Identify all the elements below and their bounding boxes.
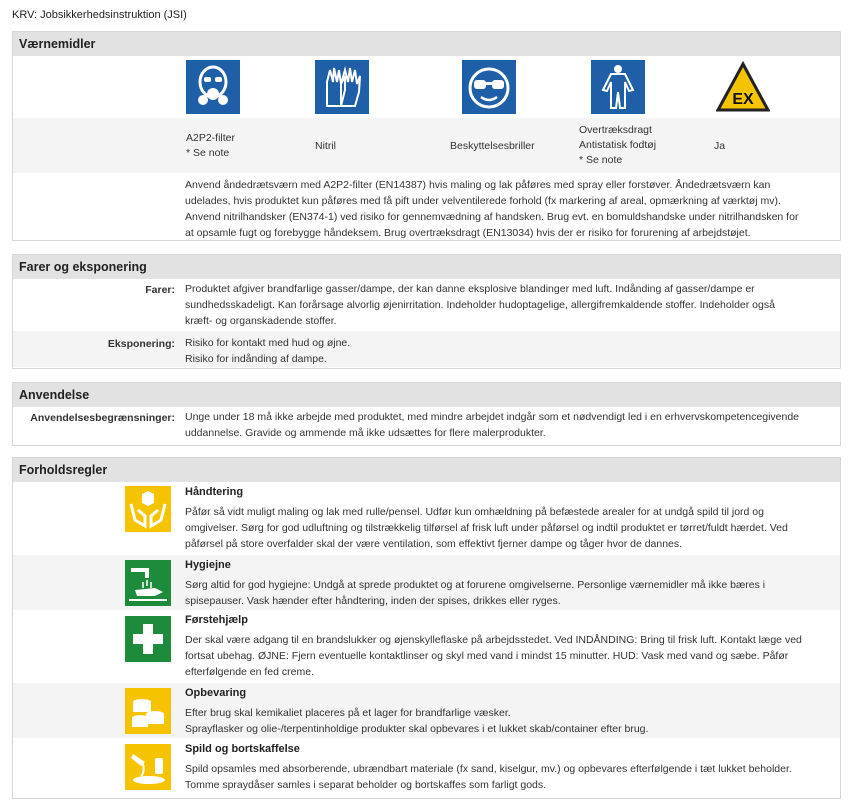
ppe-label-ex: Ja	[714, 140, 726, 152]
exposure-label: Eksponering:	[107, 338, 175, 350]
ppe-label-coverall: Overtræksdragt Antistatisk fodtøj * Se note	[579, 124, 657, 166]
hygiene-title: Hygiejne	[185, 559, 231, 571]
gloves-icon	[315, 60, 369, 114]
safety-glasses-icon	[462, 60, 516, 114]
ex-warning-icon	[716, 60, 770, 114]
usage-text: Unge under 18 må ikke arbejde med produktet, med mindre arbejdet indgår som et nødvendigt led i en erhvervskompetencegivende uddannelse. Gravide og ammende må ikke udsættes for flere malerprodukter.	[185, 411, 800, 439]
coverall-icon	[591, 60, 645, 114]
handling-title: Håndtering	[185, 486, 244, 498]
storage-text: Efter brug skal kemikaliet placeres på et lager for brandfarlige væsker. Sprayflasker og olie-/terpentinholdige produkter skal opbevares i et lukket skab/container efter brug.	[185, 707, 649, 735]
svg-text:EX: EX	[732, 91, 754, 108]
hygiene-icon	[125, 560, 171, 606]
handling-text: Påfør så vidt muligt maling og lak med rulle/pensel. Udfør kun omhældning på befæstede arealer for at undgå spild til jord og omgivelser. Sørg for god udluftning og tilstrækkelig tilførsel af frisk luft under påførsel og indtil produktet er tørret/fuldt hærdet. Ved påførsel på store overfalder skal der være ventilation, som effektivt fjerner dampe og tåger hvor de dannes.	[185, 506, 788, 550]
spill-icon	[125, 744, 171, 790]
hygiene-text: Sørg altid for god hygiejne: Undgå at sprede produktet og at forurene omgivelserne. Personlige værnemidler må ikke bæres i spisepauser. Vask hænder efter håndtering, inden der spises, drikkes eller ryges.	[185, 579, 766, 607]
first-aid-title: Førstehjælp	[185, 614, 248, 626]
hazards-section	[12, 254, 841, 369]
usage-section	[12, 382, 841, 446]
spill-title: Spild og bortskaffelse	[185, 743, 300, 755]
first-aid-text: Der skal være adgang til en brandslukker og øjenskylleflaske på arbejdsstedet. Ved INDÅNDING: Bring til frisk luft. Kontakt læge ved fortsat ubehag. ØJNE: Fjern eventuelle kontaktlinser og skyl med vand i mindst 15 minutter. HUD: Vask med vand og sæbe. Påfør efterfølgende en fed creme.	[185, 634, 802, 678]
ppe-label-glasses: Beskyttelsesbriller	[450, 140, 535, 152]
hazards-label: Farer:	[145, 284, 175, 296]
ppe-label-gloves: Nitril	[315, 140, 336, 152]
exposure-text: Risiko for kontakt med hud og øjne. Risiko for indånding af dampe.	[185, 337, 351, 365]
storage-title: Opbevaring	[185, 687, 247, 699]
hazards-heading: Farer og eksponering	[13, 255, 840, 279]
handling-icon	[125, 486, 171, 532]
usage-heading: Anvendelse	[13, 383, 840, 407]
precautions-heading: Forholdsregler	[13, 458, 840, 482]
respirator-icon	[186, 60, 240, 114]
ppe-section	[12, 31, 841, 241]
hazards-text: Produktet afgiver brandfarlige gasser/dampe, der kan danne eksplosive blandinger med luft. Indånding af gasser/dampe er sundhedsskadeligt. Kan forårsage alvorlig øjenirritation. Indeholder hudoptagelige, allergifremkaldende stoffer. Indeholder også kræft- og organskadende stoffer.	[185, 283, 775, 327]
ppe-heading: Værnemidler	[13, 32, 840, 56]
precautions-section	[12, 457, 841, 799]
ppe-label-respirator: A2P2-filter * Se note	[186, 132, 236, 159]
storage-icon	[125, 688, 171, 734]
usage-label: Anvendelsesbegrænsninger:	[30, 412, 175, 424]
ppe-note: Anvend åndedrætsværn med A2P2-filter (EN14387) hvis maling og lak påføres med spray eller forstøver. Åndedrætsværn kan udelades, hvis produktet kun påføres med få pift under velventilerede forhold (fx markering af areal, opmærkning af værktøj mv). Anvend nitrilhandsker (EN374-1) ved risiko for gennemvædning af handsken. Brug evt. en bomuldshandske under nitrilhandsken for at opsamle fugt og forebygge håndeksem. Brug overtræksdragt (EN13034) hvis der er risiko for forurening af arbejdstøjet.	[185, 179, 799, 239]
document-title: KRV: Jobsikkerhedsinstruktion (JSI)	[12, 9, 187, 21]
first-aid-icon	[125, 616, 171, 662]
spill-text: Spild opsamles med absorberende, ubrændbart materiale (fx sand, kiselgur, mv.) og opbevares efterfølgende i tæt lukket beholder. Tomme spraydåser samles i separat beholder og bortskaffes som farligt gods.	[185, 763, 792, 791]
